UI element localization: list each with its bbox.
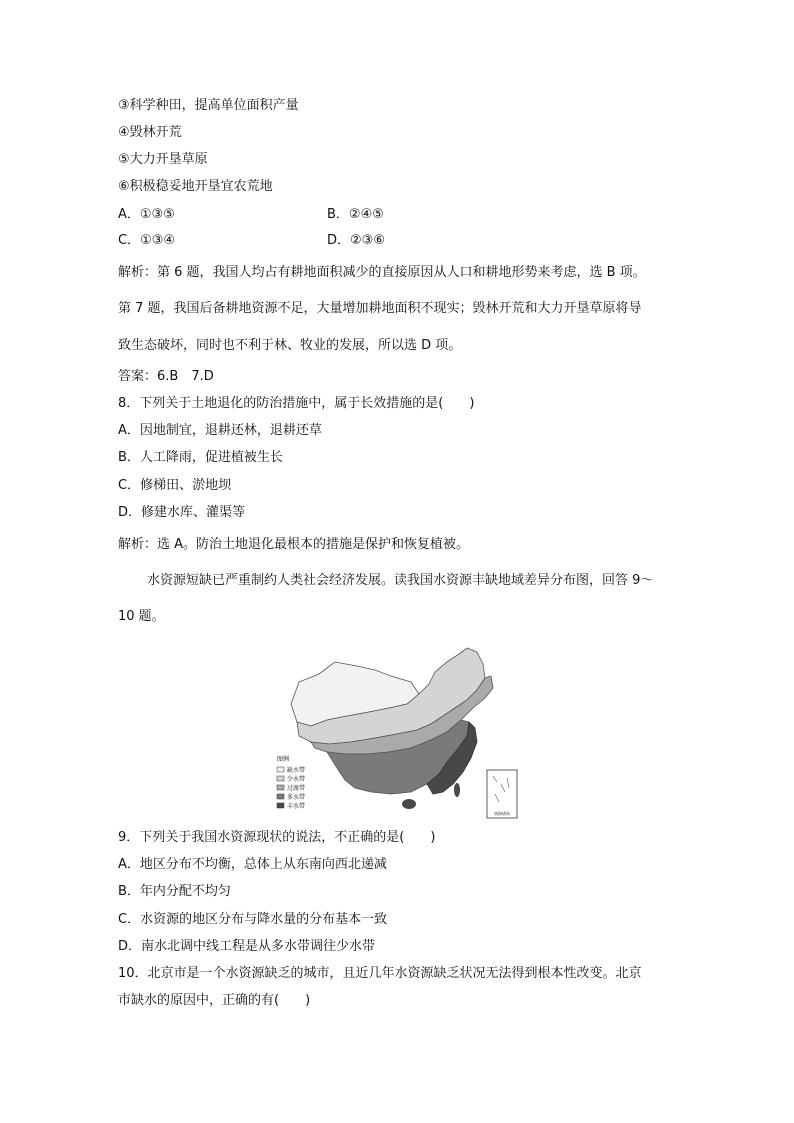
water-resource-map — [271, 642, 523, 820]
legend-label-3: 多水带 — [287, 794, 306, 801]
intro-9-10-line-2: 10 题。 — [118, 609, 165, 624]
question-10-line-2: 市缺水的原因中，正确的有( ) — [118, 993, 311, 1008]
q8-option-a: A．因地制宜，退耕还林，退耕还草 — [118, 423, 322, 438]
question-9-stem: 9．下列关于我国水资源现状的说法，不正确的是( ) — [118, 830, 436, 845]
question-10-line-1: 10．北京市是一个水资源缺乏的城市，且近几年水资源缺乏状况无法得到根本性改变。北京 — [118, 966, 642, 981]
choice-a: A．①③⑤ — [118, 207, 175, 222]
analysis-line-3: 致生态破坏，同时也不利于林、牧业的发展，所以选 D 项。 — [118, 338, 462, 353]
q8-option-d: D．修建水库、灌渠等 — [118, 505, 246, 520]
legend-label-0: 缺水带 — [287, 767, 306, 774]
map-legend — [277, 766, 305, 810]
legend-label-4: 丰水带 — [287, 803, 306, 810]
q8-option-b: B．人工降雨，促进植被生长 — [118, 450, 283, 465]
intro-9-10-line-1: 水资源短缺已严重制约人类社会经济发展。读我国水资源丰缺地域差异分布图，回答 9～ — [147, 573, 654, 588]
choice-d: D．②③⑥ — [327, 233, 385, 248]
option-3: ③科学种田，提高单位面积产量 — [118, 98, 299, 113]
map-inset-label: 南海诸岛 — [494, 811, 510, 816]
option-6: ⑥积极稳妥地开垦宜农荒地 — [118, 179, 273, 194]
answer-6-7: 答案：6.B 7.D — [118, 369, 214, 384]
choice-b: B．②④⑤ — [327, 207, 384, 222]
q9-option-d: D．南水北调中线工程是从多水带调往少水带 — [118, 939, 376, 954]
q9-option-b: B．年内分配不均匀 — [118, 884, 231, 899]
q8-analysis: 解析：选 A。防治土地退化最根本的措施是保护和恢复植被。 — [118, 537, 470, 552]
legend-label-2: 过渡带 — [287, 785, 306, 792]
option-5: ⑤大力开垦草原 — [118, 152, 208, 167]
analysis-line-1: 解析：第 6 题，我国人均占有耕地面积减少的直接原因从人口和耕地形势来考虑，选 B 项。 — [118, 265, 646, 280]
analysis-line-2: 第 7 题，我国后备耕地资源不足，大量增加耕地面积不现实；毁林开荒和大力开垦草原将导 — [118, 301, 642, 316]
q9-option-a: A．地区分布不均衡，总体上从东南向西北递减 — [118, 857, 387, 872]
map-hainan — [402, 799, 416, 809]
legend-label-1: 少水带 — [287, 776, 306, 783]
question-8-stem: 8．下列关于土地退化的防治措施中，属于长效措施的是( ) — [118, 396, 475, 411]
q8-option-c: C．修梯田、淤地坝 — [118, 478, 232, 493]
map-legend-title: 图例 — [277, 756, 290, 763]
map-taiwan — [454, 783, 460, 797]
option-4: ④毁林开荒 — [118, 125, 182, 140]
choice-c: C．①③④ — [118, 233, 176, 248]
q9-option-c: C．水资源的地区分布与降水量的分布基本一致 — [118, 912, 388, 927]
